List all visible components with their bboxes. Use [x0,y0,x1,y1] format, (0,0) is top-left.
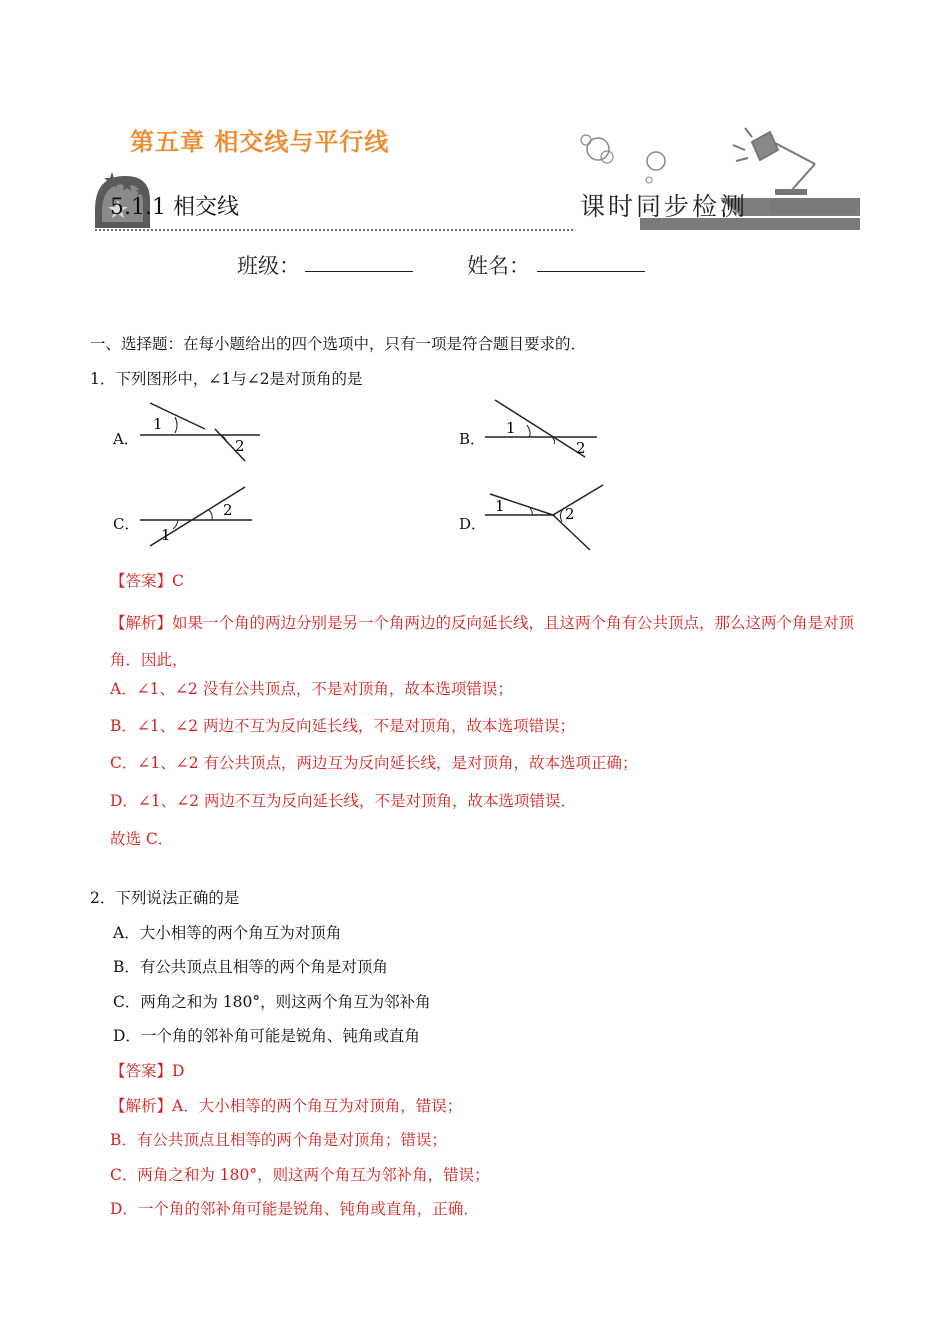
q2-analysis-label: 【解析】 [110,1097,173,1115]
q1-option-d-letter: D． [459,515,487,533]
class-field[interactable] [305,271,413,272]
q1-analysis-line-b: B．∠1、∠2 两边不互为反向延长线，不是对顶角，故本选项错误； [110,717,576,735]
q1-option-a-letter: A． [113,430,139,448]
banner-right-title: 课时同步检测 [580,192,749,221]
q1-figure-b [480,395,610,470]
q1-analysis-line-a: A．∠1、∠2 没有公共顶点，不是对顶角，故本选项错误； [110,680,513,698]
chapter-title: 第五章 相交线与平行线 [130,128,390,156]
q2-analysis-line-a: A．大小相等的两个角互为对顶角，错误； [172,1097,463,1115]
q1-a-angle-1: 1 [153,415,163,433]
q1-b-angle-1: 1 [506,419,516,437]
q1-option-b-letter: B． [459,430,486,448]
q2-analysis-line-d: D．一个角的邻补角可能是锐角、钝角或直角，正确． [110,1200,479,1218]
q1-d-angle-1: 1 [495,497,505,515]
class-label: 班级： [237,254,300,278]
q1-analysis-text: 如果一个角的两边分别是另一个角两边的反向延长线，且这两个角有公共顶点，那么这两个角是对顶角．因此， [110,614,855,669]
q2-option-b: B．有公共顶点且相等的两个角是对顶角 [113,958,388,976]
q1-figure-d [480,480,610,560]
q2-option-d: D．一个角的邻补角可能是锐角、钝角或直角 [113,1027,420,1045]
q2-analysis-line-b: B．有公共顶点且相等的两个角是对顶角；错误； [110,1131,447,1149]
q1-figure-c [135,480,275,555]
section-heading: 一、选择题：在每小题给出的四个选项中，只有一项是符合题目要求的． [90,335,587,353]
q1-c-angle-2: 2 [223,501,233,519]
q1-a-angle-2: 2 [235,437,245,455]
q2-analysis-first [110,1096,462,1116]
q1-answer: 【答案】C [110,572,184,590]
q2-option-c: C．两角之和为 180°，则这两个角互为邻补角 [113,993,431,1011]
q1-stem: 1．下列图形中，∠1与∠2是对顶角的是 [90,370,363,388]
q2-option-a: A．大小相等的两个角互为对顶角 [113,924,342,942]
q1-analysis-line-d: D．∠1、∠2 两边不互为反向延长线，不是对顶角，故本选项错误． [110,792,577,810]
q1-conclusion: 故选 C． [110,830,174,848]
q1-d-angle-2: 2 [565,505,575,523]
q1-b-angle-2: 2 [576,439,586,457]
section-title: 5.1.1 相交线 [110,195,239,220]
q2-analysis-line-c: C．两角之和为 180°，则这两个角互为邻补角，错误； [110,1166,490,1184]
q1-c-angle-1: 1 [161,526,171,544]
q2-answer: 【答案】D [110,1062,185,1080]
name-field[interactable] [537,271,645,272]
q1-option-c-letter: C． [113,515,140,533]
lamp-icon [733,128,815,194]
name-label: 姓名： [467,254,530,278]
q2-stem: 2．下列说法正确的是 [90,889,240,907]
q1-analysis-label: 【解析】 [110,614,173,632]
q1-analysis-line-c: C．∠1、∠2 有公共顶点，两边互为反向延长线，是对顶角，故本选项正确； [110,754,638,772]
q1-figure-a [135,395,275,470]
q1-analysis [110,605,870,679]
